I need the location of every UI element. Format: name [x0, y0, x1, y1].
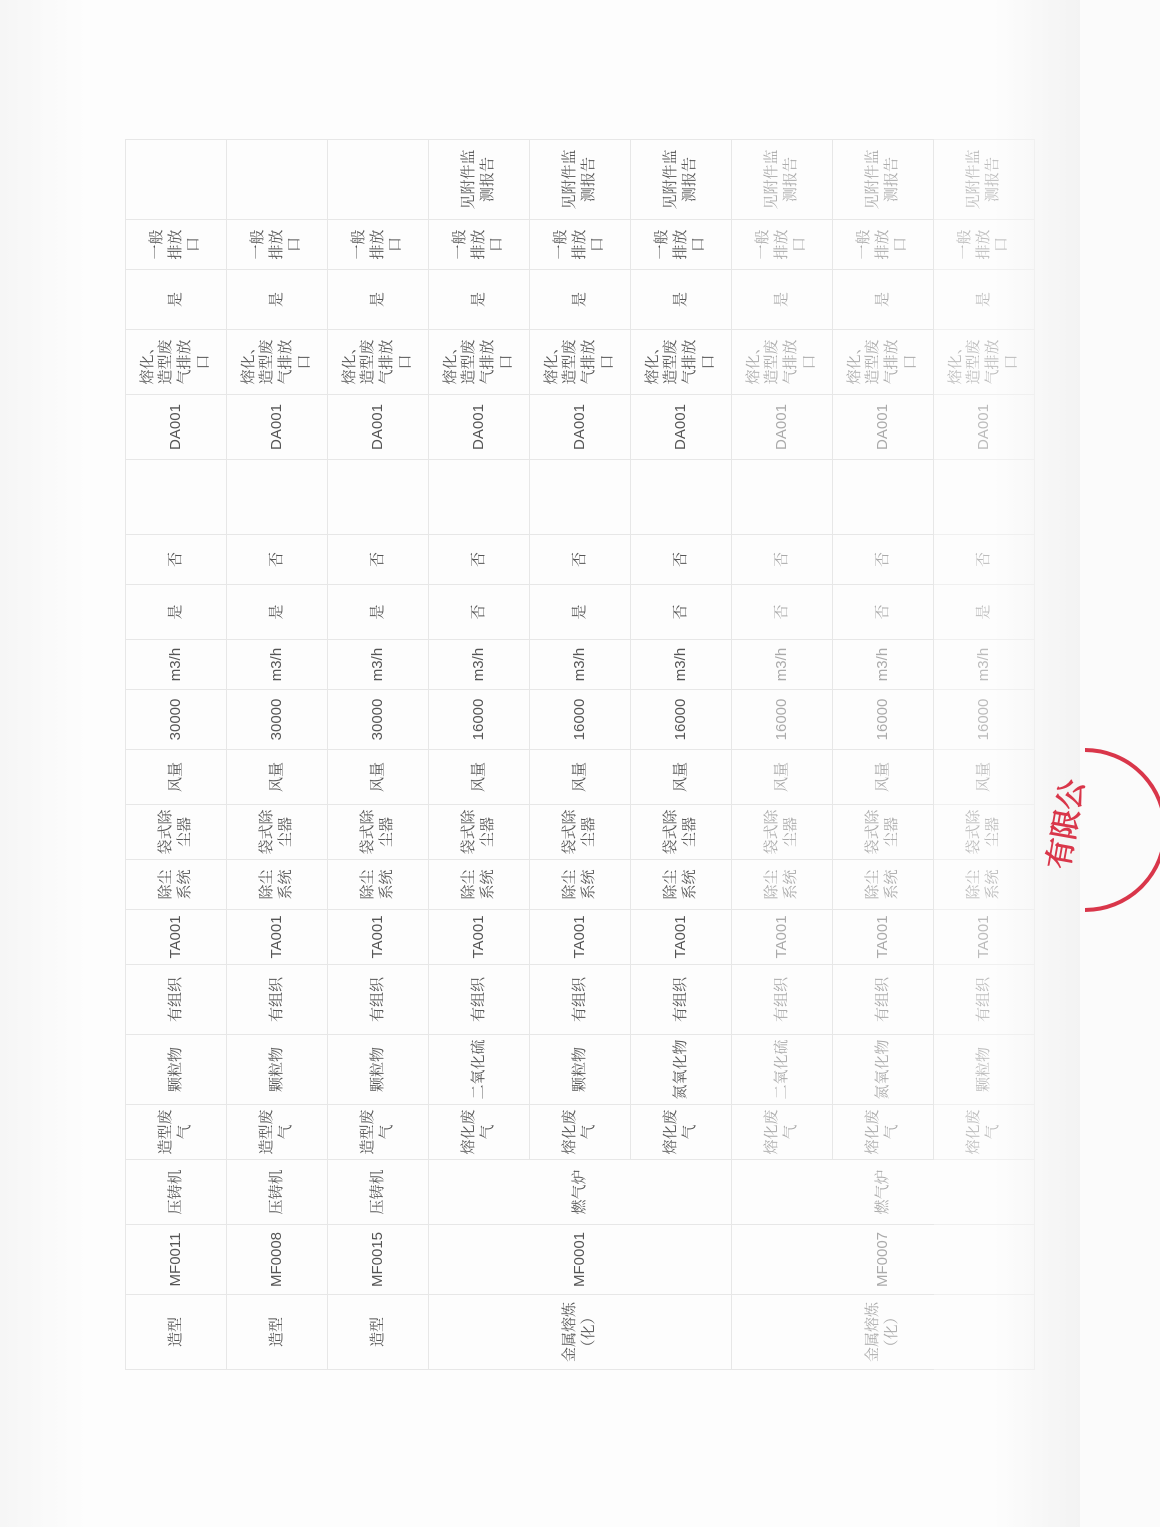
- rotated-table-wrapper: [125, 140, 1020, 1370]
- table-cell: 一般排放口: [126, 220, 227, 270]
- table-cell: 除尘系统: [732, 860, 833, 910]
- table-cell: 造型废气: [126, 1105, 227, 1160]
- table-cell: 一般排放口: [631, 220, 732, 270]
- table-cell: [429, 460, 530, 535]
- table-cell: 袋式除尘器: [429, 805, 530, 860]
- table-cell: [934, 1160, 1035, 1225]
- table-cell: 熔化、造型废气排放口: [328, 330, 429, 395]
- table-cell: 是: [429, 270, 530, 330]
- table-cell: [631, 1225, 732, 1295]
- table-cell: [429, 1295, 530, 1370]
- table-cell: 熔化废气: [732, 1105, 833, 1160]
- table-cell: [732, 1225, 833, 1295]
- table-row: [530, 140, 631, 1370]
- table-cell: [631, 1295, 732, 1370]
- table-cell: 否: [732, 535, 833, 585]
- table-cell: 否: [732, 585, 833, 640]
- table-cell: DA001: [126, 395, 227, 460]
- table-cell: 除尘系统: [227, 860, 328, 910]
- table-cell: 风量: [530, 750, 631, 805]
- table-cell: 30000: [126, 690, 227, 750]
- table-row: [328, 140, 429, 1370]
- table-cell: DA001: [328, 395, 429, 460]
- table-cell: 袋式除尘器: [328, 805, 429, 860]
- table-cell: 颗粒物: [227, 1035, 328, 1105]
- table-cell: 熔化、造型废气排放口: [126, 330, 227, 395]
- table-body: [126, 140, 1035, 1370]
- table-cell: [732, 460, 833, 535]
- table-cell: 除尘系统: [934, 860, 1035, 910]
- table-cell: 否: [631, 585, 732, 640]
- table-cell: 是: [227, 585, 328, 640]
- table-cell: 压铸机: [126, 1160, 227, 1225]
- table-cell: 造型: [126, 1295, 227, 1370]
- table-cell: 压铸机: [328, 1160, 429, 1225]
- table-cell: 压铸机: [227, 1160, 328, 1225]
- table-cell: m3/h: [328, 640, 429, 690]
- table-cell: 熔化废气: [833, 1105, 934, 1160]
- table-cell: 金属熔炼（化）: [833, 1295, 934, 1370]
- table-cell: 燃气炉: [530, 1160, 631, 1225]
- table-cell: 氮氧化物: [631, 1035, 732, 1105]
- table-cell: 熔化、造型废气排放口: [631, 330, 732, 395]
- table-cell: 除尘系统: [429, 860, 530, 910]
- table-cell: m3/h: [934, 640, 1035, 690]
- table-cell: DA001: [227, 395, 328, 460]
- table-cell: 是: [833, 270, 934, 330]
- table-cell: 除尘系统: [833, 860, 934, 910]
- table-cell: 袋式除尘器: [530, 805, 631, 860]
- table-cell: TA001: [126, 910, 227, 965]
- table-cell: DA001: [833, 395, 934, 460]
- table-cell: m3/h: [833, 640, 934, 690]
- table-cell: 否: [833, 535, 934, 585]
- table-cell: 二氧化硫: [732, 1035, 833, 1105]
- table-cell: 有组织: [328, 965, 429, 1035]
- table-cell: 金属熔炼（化）: [530, 1295, 631, 1370]
- table-cell: 造型废气: [227, 1105, 328, 1160]
- table-cell: 风量: [126, 750, 227, 805]
- table-cell: TA001: [631, 910, 732, 965]
- svg-text:有限公: 有限公: [1042, 777, 1091, 872]
- table-cell: 袋式除尘器: [833, 805, 934, 860]
- table-cell: TA001: [328, 910, 429, 965]
- table-cell: 有组织: [126, 965, 227, 1035]
- table-cell: 否: [328, 535, 429, 585]
- table-row: [631, 140, 732, 1370]
- table-cell: 有组织: [934, 965, 1035, 1035]
- table-cell: 熔化、造型废气排放口: [227, 330, 328, 395]
- table-cell: [429, 1160, 530, 1225]
- table-cell: DA001: [631, 395, 732, 460]
- table-cell: 见附件监测报告: [631, 140, 732, 220]
- table-cell: 有组织: [833, 965, 934, 1035]
- table-cell: 风量: [429, 750, 530, 805]
- table-cell: 否: [429, 535, 530, 585]
- table-cell: 否: [227, 535, 328, 585]
- table-cell: 是: [732, 270, 833, 330]
- table-cell: 否: [429, 585, 530, 640]
- table-cell: 一般排放口: [328, 220, 429, 270]
- table-cell: MF0001: [530, 1225, 631, 1295]
- table-cell: 有组织: [429, 965, 530, 1035]
- table-cell: 是: [934, 270, 1035, 330]
- table-cell: [227, 140, 328, 220]
- table-cell: TA001: [227, 910, 328, 965]
- table-cell: 熔化废气: [429, 1105, 530, 1160]
- table-cell: 16000: [934, 690, 1035, 750]
- table-cell: 造型废气: [328, 1105, 429, 1160]
- table-cell: [328, 140, 429, 220]
- table-cell: 一般排放口: [934, 220, 1035, 270]
- table-cell: m3/h: [227, 640, 328, 690]
- table-cell: 熔化、造型废气排放口: [732, 330, 833, 395]
- table-cell: MF0015: [328, 1225, 429, 1295]
- table-cell: 袋式除尘器: [227, 805, 328, 860]
- table-cell: 30000: [227, 690, 328, 750]
- table-cell: m3/h: [429, 640, 530, 690]
- table-cell: 是: [934, 585, 1035, 640]
- table-cell: 熔化废气: [530, 1105, 631, 1160]
- table-cell: 风量: [227, 750, 328, 805]
- table-cell: 风量: [833, 750, 934, 805]
- table-cell: m3/h: [732, 640, 833, 690]
- table-cell: 是: [328, 585, 429, 640]
- table-cell: m3/h: [631, 640, 732, 690]
- table-cell: 风量: [934, 750, 1035, 805]
- table-cell: [833, 460, 934, 535]
- table-cell: 袋式除尘器: [934, 805, 1035, 860]
- table-row: [227, 140, 328, 1370]
- table-cell: 否: [631, 535, 732, 585]
- table-cell: 一般排放口: [227, 220, 328, 270]
- table-cell: [631, 460, 732, 535]
- table-cell: 有组织: [732, 965, 833, 1035]
- table-cell: TA001: [530, 910, 631, 965]
- table-cell: 见附件监测报告: [429, 140, 530, 220]
- table-cell: DA001: [429, 395, 530, 460]
- table-cell: 熔化、造型废气排放口: [934, 330, 1035, 395]
- company-seal-stamp: [1010, 735, 1160, 925]
- table-cell: 否: [126, 535, 227, 585]
- table-cell: 风量: [631, 750, 732, 805]
- table-cell: [328, 460, 429, 535]
- table-cell: 风量: [328, 750, 429, 805]
- table-cell: TA001: [833, 910, 934, 965]
- table-cell: 16000: [429, 690, 530, 750]
- table-cell: TA001: [732, 910, 833, 965]
- table-cell: 熔化废气: [631, 1105, 732, 1160]
- table-cell: 30000: [328, 690, 429, 750]
- table-cell: 见附件监测报告: [934, 140, 1035, 220]
- table-cell: 16000: [833, 690, 934, 750]
- table-cell: 16000: [732, 690, 833, 750]
- table-cell: MF0007: [833, 1225, 934, 1295]
- table-cell: 袋式除尘器: [631, 805, 732, 860]
- table-cell: TA001: [934, 910, 1035, 965]
- table-cell: 颗粒物: [328, 1035, 429, 1105]
- table-cell: 有组织: [631, 965, 732, 1035]
- table-cell: 除尘系统: [530, 860, 631, 910]
- table-cell: MF0011: [126, 1225, 227, 1295]
- table-row: [732, 140, 833, 1370]
- table-cell: DA001: [530, 395, 631, 460]
- table-cell: [934, 460, 1035, 535]
- table-cell: 一般排放口: [530, 220, 631, 270]
- table-row: [429, 140, 530, 1370]
- table-cell: 是: [530, 585, 631, 640]
- table-cell: [126, 140, 227, 220]
- table-cell: 造型: [227, 1295, 328, 1370]
- table-cell: 16000: [631, 690, 732, 750]
- table-cell: 是: [328, 270, 429, 330]
- table-cell: 是: [126, 585, 227, 640]
- table-cell: [227, 460, 328, 535]
- table-cell: 否: [934, 535, 1035, 585]
- table-cell: 见附件监测报告: [833, 140, 934, 220]
- table-cell: 除尘系统: [126, 860, 227, 910]
- table-cell: [732, 1295, 833, 1370]
- table-cell: m3/h: [126, 640, 227, 690]
- table-cell: [934, 1295, 1035, 1370]
- table-cell: DA001: [934, 395, 1035, 460]
- table-cell: m3/h: [530, 640, 631, 690]
- table-cell: 袋式除尘器: [732, 805, 833, 860]
- table-cell: 一般排放口: [429, 220, 530, 270]
- table-cell: [530, 460, 631, 535]
- table-cell: MF0008: [227, 1225, 328, 1295]
- table-cell: 熔化、造型废气排放口: [833, 330, 934, 395]
- table-cell: 燃气炉: [833, 1160, 934, 1225]
- table-cell: 见附件监测报告: [530, 140, 631, 220]
- table-cell: 熔化废气: [934, 1105, 1035, 1160]
- table-cell: 颗粒物: [934, 1035, 1035, 1105]
- table-cell: 颗粒物: [126, 1035, 227, 1105]
- table-row: [833, 140, 934, 1370]
- table-cell: 除尘系统: [631, 860, 732, 910]
- table-cell: 否: [530, 535, 631, 585]
- table-cell: [732, 1160, 833, 1225]
- table-cell: 是: [631, 270, 732, 330]
- table-cell: 风量: [732, 750, 833, 805]
- table-cell: 是: [227, 270, 328, 330]
- emission-table: [125, 139, 1035, 1370]
- table-cell: 二氧化硫: [429, 1035, 530, 1105]
- table-cell: 熔化、造型废气排放口: [429, 330, 530, 395]
- table-cell: 有组织: [227, 965, 328, 1035]
- table-cell: 否: [833, 585, 934, 640]
- table-cell: 见附件监测报告: [732, 140, 833, 220]
- table-cell: TA001: [429, 910, 530, 965]
- table-cell: [934, 1225, 1035, 1295]
- table-cell: 是: [126, 270, 227, 330]
- table-row: [126, 140, 227, 1370]
- table-cell: [126, 460, 227, 535]
- table-cell: 袋式除尘器: [126, 805, 227, 860]
- table-cell: 熔化、造型废气排放口: [530, 330, 631, 395]
- table-cell: [631, 1160, 732, 1225]
- table-cell: 有组织: [530, 965, 631, 1035]
- table-cell: 造型: [328, 1295, 429, 1370]
- table-cell: 是: [530, 270, 631, 330]
- table-cell: [429, 1225, 530, 1295]
- table-cell: 一般排放口: [732, 220, 833, 270]
- table-cell: 16000: [530, 690, 631, 750]
- table-cell: 颗粒物: [530, 1035, 631, 1105]
- table-cell: 一般排放口: [833, 220, 934, 270]
- table-cell: 氮氧化物: [833, 1035, 934, 1105]
- table-cell: 除尘系统: [328, 860, 429, 910]
- table-cell: DA001: [732, 395, 833, 460]
